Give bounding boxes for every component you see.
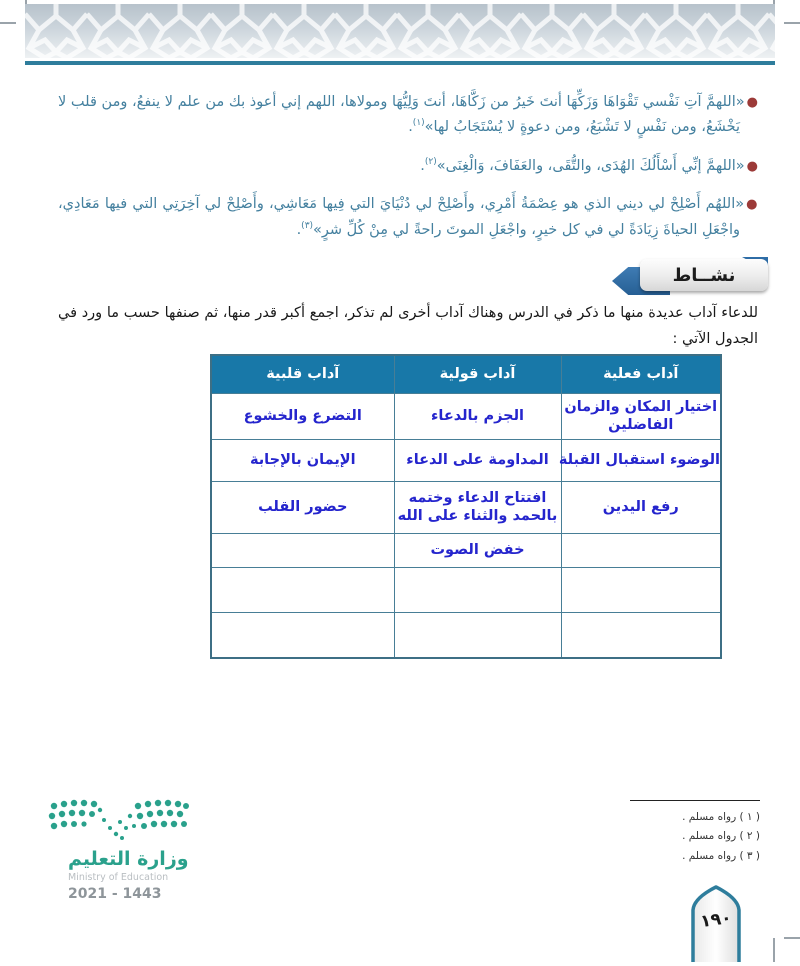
footnotes-block (630, 800, 760, 866)
edition-years: 2021 - 1443 (68, 886, 162, 902)
activity-tab (612, 257, 770, 297)
table-row (211, 393, 721, 439)
table-cell-empty[interactable] (394, 612, 561, 658)
header-divider (25, 61, 775, 65)
dua-item-1: ●«اللهمَّ آتِ نَفْسي تَقْوَاهَا وَزَكِّهَا أنتَ خَيرُ من زَكَّاهَا، أنتَ وَلِيُّهَا ومولاها، اللهم إني أعوذ بك من علم لا ينفعُ، ومن قلب لا يَخْشَعُ، ومن نَفْسٍ لا تَشْبَعُ، ومن دعوةٍ لا يُسْتَجَابُ لها»$^{(١)}$. (58, 94, 759, 136)
table-cell-empty[interactable] (561, 533, 721, 567)
header-ornament-band (25, 4, 775, 58)
activity-instructions: للدعاء آداب عديدة منها ما ذكر في الدرس وهناك آداب أخرى لم تذكر، اجمع أكبر قدر منها، ثم صنفها حسب ما ورد في الجدول الآتي : (58, 305, 758, 348)
table-row (211, 533, 721, 567)
footnote-1: ( ١ ) رواه مسلم . (682, 811, 760, 823)
footnote-ref: (٣) (301, 220, 314, 231)
dua-item-2: ●«اللهمَّ إنِّي أَسْأَلُكَ الهُدَى، والتُّقَى، والعَفَافَ، وَالْغِنَى»$^{(٢)}$. (420, 156, 758, 174)
table-row (211, 612, 721, 658)
table-cell[interactable]: خفض الصوت (394, 533, 561, 567)
dua-list (58, 90, 758, 256)
footnote-ref: (٢) (424, 156, 437, 167)
table-cell[interactable]: رفع اليدين (561, 481, 721, 533)
table-cell[interactable]: التضرع والخشوع (211, 393, 394, 439)
column-header-heart: آداب قلبية (211, 355, 394, 393)
table-cell-empty[interactable] (394, 567, 561, 612)
table-cell[interactable]: افتتاح الدعاء وختمه بالحمد والثناء على الله (394, 481, 561, 533)
table-header-row (211, 355, 721, 393)
table-cell[interactable]: الإيمان بالإجابة (211, 439, 394, 481)
table-cell-empty[interactable] (211, 533, 394, 567)
column-header-physical: آداب فعلية (561, 355, 721, 393)
table-row (211, 481, 721, 533)
bullet-icon: ● (746, 95, 759, 110)
ministry-name-english: Ministry of Education (68, 872, 169, 883)
page-number-badge (690, 884, 742, 962)
table-row (211, 439, 721, 481)
activity-label: نشــاط (640, 259, 768, 291)
footnote-2: ( ٢ ) رواه مسلم . (682, 830, 760, 843)
dua-item-3: ●«اللهُم أَصْلِحْ لي ديني الذي هو عِصْمَةُ أَمْرِي، وأَصْلِحْ لي دُنْيَايَ التي فِيها مَعَاشِي، وأَصْلِحْ لي آخِرَتِي التي فيها مَعَادِي، واجْعَلِ الحياةَ زِيَادَةً لي في كل خيرٍ، واجْعَلِ الموتَ راحةً لي مِنْ كُلِّ شرٍ»$^{(٣)}$. (58, 196, 758, 238)
bullet-icon: ● (746, 158, 758, 174)
crop-mark (0, 22, 16, 24)
ministry-logo-block (30, 796, 210, 902)
crop-mark (784, 937, 800, 939)
crop-mark (784, 22, 800, 24)
table-cell-empty[interactable] (561, 567, 721, 612)
adab-classification-table (210, 354, 722, 659)
bullet-icon: ● (746, 197, 758, 213)
footnote-ref: (١) (412, 118, 425, 129)
table-cell[interactable]: المداومة على الدعاء (394, 439, 561, 481)
page-number: ١٩٠ (699, 907, 733, 933)
table-cell-empty[interactable] (211, 567, 394, 612)
column-header-verbal: آداب قولية (394, 355, 561, 393)
table-cell-empty[interactable] (211, 612, 394, 658)
table-cell[interactable]: حضور القلب (211, 481, 394, 533)
footnote-3: ( ٣ ) رواه مسلم . (682, 849, 760, 862)
table-cell-empty[interactable] (561, 612, 721, 658)
table-cell[interactable]: اختيار المكان والزمان الفاضلين (561, 393, 721, 439)
arabesque-pattern-icon (25, 4, 775, 58)
table-cell[interactable]: الجزم بالدعاء (394, 393, 561, 439)
footnote-divider (630, 800, 760, 801)
table-row (211, 567, 721, 612)
table-cell[interactable]: الوضوء استقبال القبلة (561, 439, 721, 481)
ministry-logo-icon (42, 796, 192, 842)
crop-mark (773, 938, 775, 962)
ministry-name-arabic: وزارة التعليم (68, 848, 189, 870)
